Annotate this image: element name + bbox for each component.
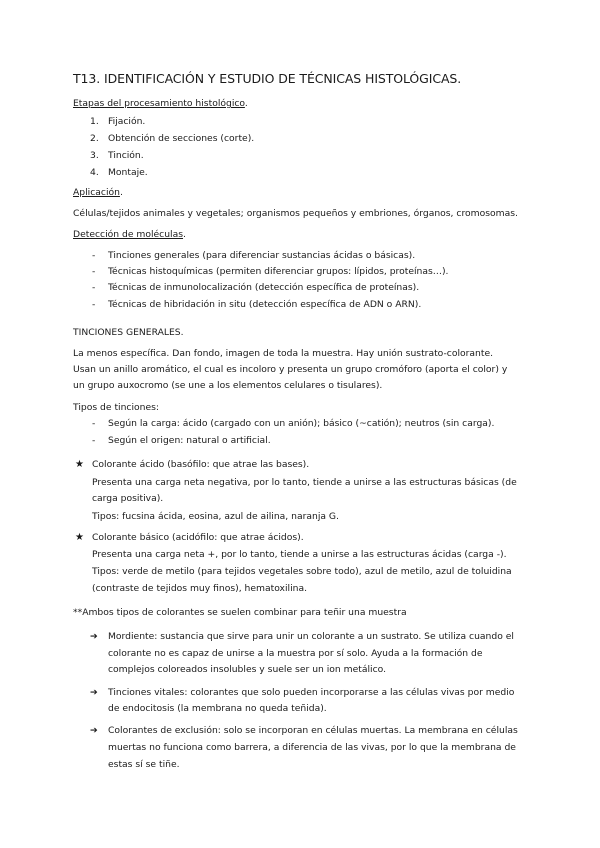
dash-bullet: - <box>92 250 96 261</box>
etapas-num-2: 2. <box>90 133 99 144</box>
exclusion-line2: muertas no funciona como barrera, a diferencia de las vivas, por lo que la membrana de <box>108 742 516 753</box>
acido-title: Colorante ácido (basófilo: que atrae las bases). <box>92 459 310 470</box>
vitales-line2: de endocitosis (la membrana no queda teñida). <box>108 703 327 714</box>
star-icon: ★ <box>75 459 84 470</box>
etapas-heading-text: Etapas del procesamiento histológico <box>73 98 245 109</box>
mordiente-line1: Mordiente: sustancia que sirve para unir un colorante a un sustrato. Se utiliza cuando el <box>108 631 514 642</box>
arrow-right-icon: ➔ <box>90 687 98 698</box>
star-icon: ★ <box>75 532 84 543</box>
aplicacion-heading <box>73 187 123 199</box>
etapas-num-3: 3. <box>90 150 99 161</box>
vitales-line1: Tinciones vitales: colorantes que solo pueden incorporarse a las células vivas por medio <box>108 687 515 698</box>
acido-line2: carga positiva). <box>92 493 164 504</box>
deteccion-item-4: Técnicas de hibridación in situ (detección específica de ADN o ARN). <box>108 299 422 310</box>
etapas-num-1: 1. <box>90 116 99 127</box>
tinciones-para2-line1: Usan un anillo aromático, el cual es incoloro y presenta un grupo cromóforo (aporta el color) y <box>73 364 508 375</box>
ambos-note: **Ambos tipos de colorantes se suelen combinar para teñir una muestra <box>73 607 407 618</box>
etapas-heading <box>73 98 248 110</box>
dash-bullet: - <box>92 418 96 429</box>
tipos-heading: Tipos de tinciones: <box>73 402 160 413</box>
deteccion-heading <box>73 229 186 241</box>
dash-bullet: - <box>92 266 96 277</box>
basico-line3: (contraste de tejidos muy finos), hematoxilina. <box>92 583 308 594</box>
etapas-item-4: Montaje. <box>108 167 148 178</box>
deteccion-item-3: Técnicas de inmunolocalización (detección específica de proteínas). <box>108 282 420 293</box>
etapas-heading-suffix: . <box>244 98 248 109</box>
deteccion-heading-text: Detección de moléculas <box>73 229 184 240</box>
aplicacion-heading-suffix: . <box>119 187 123 198</box>
etapas-item-2: Obtención de secciones (corte). <box>108 133 255 144</box>
acido-line3: Tipos: fucsina ácida, eosina, azul de ailina, naranja G. <box>92 511 339 522</box>
etapas-item-3: Tinción. <box>108 150 144 161</box>
deteccion-item-2: Técnicas histoquímicas (permiten diferenciar grupos: lípidos, proteínas…). <box>108 266 449 277</box>
etapas-item-1: Fijación. <box>108 116 146 127</box>
deteccion-heading-suffix: . <box>183 229 186 240</box>
dash-bullet: - <box>92 299 96 310</box>
tinciones-heading: TINCIONES GENERALES. <box>73 327 184 338</box>
exclusion-line3: estas sí se tiñe. <box>108 759 180 770</box>
mordiente-line2: colorante no es capaz de unirse a la muestra por sí solo. Ayuda a la formación de <box>108 648 483 659</box>
basico-line2: Tipos: verde de metilo (para tejidos vegetales sobre todo), azul de metilo, azul de toluidina <box>92 566 512 577</box>
tipos-item-1: Según la carga: ácido (cargado con un anión); básico (~catión); neutros (sin carga). <box>108 418 495 429</box>
etapas-num-4: 4. <box>90 167 99 178</box>
arrow-right-icon: ➔ <box>90 725 98 736</box>
acido-line1: Presenta una carga neta negativa, por lo tanto, tiende a unirse a las estructuras básicas (de <box>92 477 517 488</box>
exclusion-line1: Colorantes de exclusión: solo se incorporan en células muertas. La membrana en células <box>108 725 518 736</box>
tinciones-para2-line2: un grupo auxocromo (se une a los elementos celulares o tisulares). <box>73 380 383 391</box>
dash-bullet: - <box>92 435 96 446</box>
aplicacion-text: Células/tejidos animales y vegetales; organismos pequeños y embriones, órganos, cromosomas. <box>73 208 518 219</box>
tipos-item-2: Según el origen: natural o artificial. <box>108 435 271 446</box>
aplicacion-heading-text: Aplicación <box>73 187 120 198</box>
mordiente-line3: complejos coloreados insolubles y suele ser un ion metálico. <box>108 664 387 675</box>
dash-bullet: - <box>92 282 96 293</box>
arrow-right-icon: ➔ <box>90 631 98 642</box>
tinciones-para1: La menos específica. Dan fondo, imagen de toda la muestra. Hay unión sustrato-colorante. <box>73 348 494 359</box>
basico-title: Colorante básico (acidófilo: que atrae ácidos). <box>92 532 304 543</box>
deteccion-item-1: Tinciones generales (para diferenciar sustancias ácidas o básicas). <box>108 250 416 261</box>
basico-line1: Presenta una carga neta +, por lo tanto, tiende a unirse a las estructuras ácidas (carga -). <box>92 549 507 560</box>
page-title: T13. IDENTIFICACIÓN Y ESTUDIO DE TÉCNICAS HISTOLÓGICAS. <box>73 71 462 86</box>
